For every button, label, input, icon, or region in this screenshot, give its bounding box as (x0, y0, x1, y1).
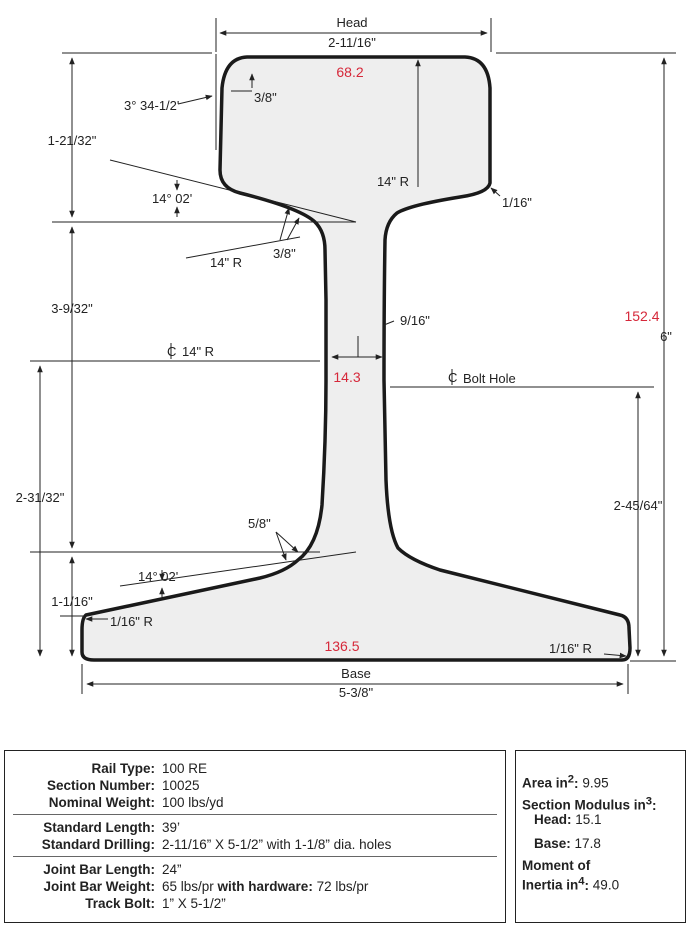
spec-divider (13, 814, 497, 815)
head-angle-label: 3° 34-1/2' (124, 98, 180, 113)
web-thickness-label: 9/16" (400, 313, 430, 328)
spec-joint-bar-weight: Joint Bar Weight: 65 lbs/pr with hardware: 72 lbs/pr (43, 879, 369, 894)
bolt-right-label: 2-45/64" (613, 498, 663, 513)
head-width-value: 2-11/16" (328, 35, 376, 50)
bolt-hole-label: Bolt Hole (463, 371, 516, 386)
base-depth-label: 1-1/16" (51, 594, 93, 609)
web-area-value: 14.3 (333, 369, 361, 385)
prop-moment-label: Moment of (522, 858, 591, 873)
height-inches-value: 6" (660, 329, 672, 344)
centerline-symbol-2 (448, 369, 457, 385)
head-corner-label: 3/8" (254, 90, 277, 105)
fillet-size-label: 3/8" (273, 246, 296, 261)
section-properties-table (515, 750, 686, 923)
rail-spec-table (4, 750, 506, 923)
base-left-radius-label: 1/16" R (110, 614, 153, 629)
spec-track-bolt: Track Bolt: 1” X 5-1/2” (85, 896, 226, 911)
spec-divider (13, 856, 497, 857)
svg-text:C: C (167, 344, 177, 359)
base-angle-label: 14° 02' (138, 569, 179, 584)
base-width-value: 5-3/8" (338, 685, 374, 700)
head-label: Head (336, 15, 368, 30)
head-edge-leader (491, 188, 500, 196)
fillet-radius-label: 14" R (210, 255, 243, 270)
spec-nominal-weight: Nominal Weight: 100 lbs/yd (48, 795, 224, 810)
spec-standard-drilling: Standard Drilling: 2-11/16” X 5-1/2” with 1-1/8” dia. holes (41, 837, 392, 852)
base-area-value: 136.5 (324, 638, 360, 654)
spec-standard-length: Standard Length: 39’ (43, 820, 181, 835)
lower-fillet-label: 5/8" (248, 516, 271, 531)
prop-head-modulus: Head: 15.1 (534, 812, 602, 827)
bolt-left-label: 2-31/32" (15, 490, 65, 505)
cl-radius-label: 14" R (182, 344, 215, 359)
spec-rail-type: Rail Type: 100 RE (91, 761, 208, 776)
overall-height-dimension (496, 53, 676, 661)
centerline-symbol (167, 343, 176, 359)
web-height-label: 3-9/32" (51, 301, 93, 316)
head-flange-angle-label: 14° 02' (152, 191, 193, 206)
spec-section-number: Section Number: 10025 (46, 778, 200, 793)
head-edge-radius-label: 1/16" (502, 195, 532, 210)
prop-section-modulus: Section Modulus $in^3$: (522, 795, 657, 813)
svg-text:C: C (448, 370, 458, 385)
prop-base-modulus: Base: 17.8 (534, 836, 601, 851)
prop-area: Area $in^2$: 9.95 (522, 773, 609, 791)
head-radius-label: 14" R (376, 174, 410, 189)
prop-inertia: Inertia $in^4$: 49.0 (522, 875, 620, 893)
base-label: Base (341, 666, 371, 681)
head-depth-label: 1-21/32" (47, 133, 97, 148)
base-right-radius-label: 1/16" R (549, 641, 592, 656)
head-area-value: 68.2 (336, 64, 364, 80)
spec-joint-bar-length: Joint Bar Length: 24” (43, 862, 182, 877)
height-mm-value: 152.4 (624, 308, 660, 324)
